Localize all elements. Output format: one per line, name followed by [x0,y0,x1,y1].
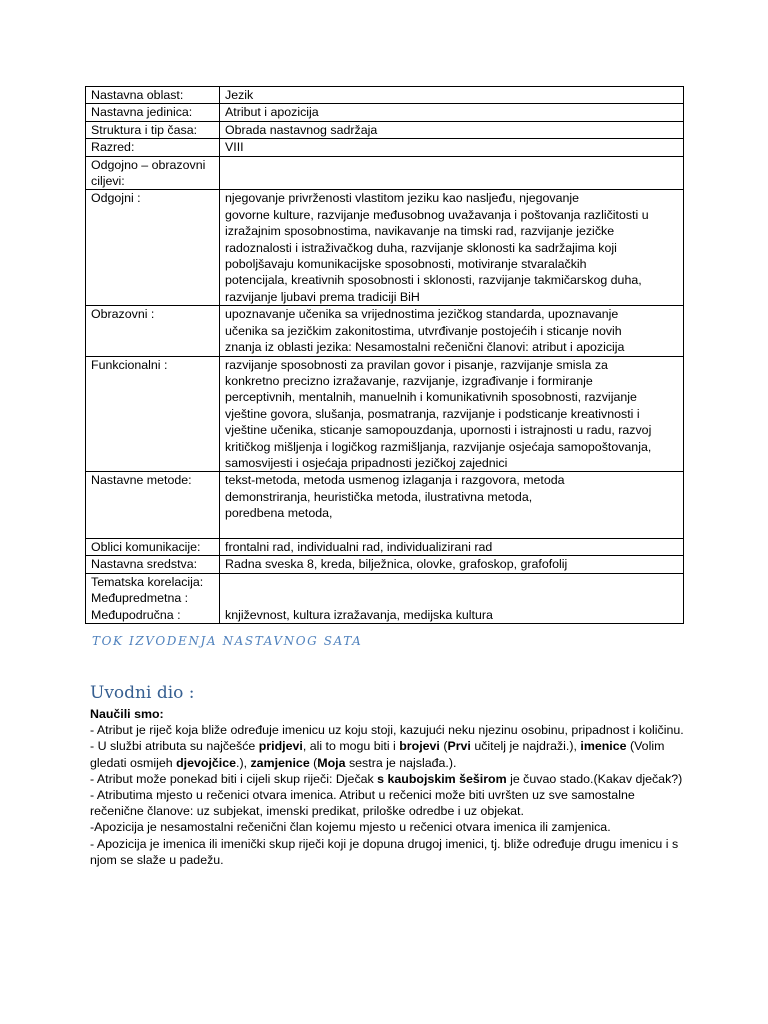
row-value-line: razvijanje ljubavi prema tradiciji BiH [225,289,420,304]
row-label-line: Nastavna jedinica: [91,105,193,120]
table-row [86,573,684,623]
row-label-line: Odgojno – obrazovni [91,157,206,172]
table-row [86,472,684,539]
row-value-line: njegovanje privrženosti vlastitom jeziku kao nasljeđu, njegovanje [225,191,580,206]
row-value-line: Radna sveska 8, kreda, bilježnica, olovke, grafoskop, grafofolij [225,557,568,572]
table-row [86,104,684,121]
row-value-line: samosvijesti i osjećaja pripadnosti jezičkoj zajednici [225,455,508,470]
table-row [86,121,684,138]
row-value [220,156,684,190]
row-value [220,356,684,472]
row-label-line: Međupodručna : [91,607,181,622]
intro-paragraph-6: - Apozicija je imenica ili imenički skup riječi koji je dopuna drugoj imenici, tj. bliže određuje drugu imenicu i s njom se slaže u padežu. [90,836,679,867]
row-value-line: vještine učenika, sticanje samopouzdanja, upornosti i istrajnosti u radu, razvoj [225,423,652,438]
row-label [86,356,220,472]
row-value-line: tekst-metoda, metoda usmenog izlaganja i razgovora, metoda [225,473,565,488]
row-label [86,121,220,138]
intro-paragraph-3: - Atribut može ponekad biti i cijeli skup riječi: Dječak s kaubojskim šeširom je čuvao stado.(Kakav dječak?) [90,771,683,786]
row-label-line: Oblici komunikacije: [91,539,201,554]
row-value [220,556,684,573]
row-label-line: Međupredmetna : [91,591,189,606]
row-label [86,306,220,356]
row-label [86,190,220,306]
row-label-line: Obrazovni : [91,307,155,322]
row-value-line [225,574,678,590]
row-value-line: znanja iz oblasti jezika: Nesamostalni rečenični članovi: atribut i apozicija [225,340,625,355]
row-label [86,556,220,573]
row-value [220,306,684,356]
row-value-line: govorne kulture, razvijanje međusobnog uvažavanja i poštovanja različitosti u [225,207,649,222]
lesson-plan-table [85,86,684,624]
intro-content [90,706,690,868]
row-value [220,472,684,539]
intro-paragraph-2: - U službi atributa su najčešće pridjevi, ali to mogu biti i brojevi (Prvi učitelj je najdraži.), imenice (Volim gledati osmijeh djevojčice.), zamjenice (Moja sestra je najslađa.). [90,739,665,770]
section-title: TOK IZVODENJA NASTAVNOG SATA [92,634,363,648]
row-value-line: Obrada nastavnog sadržaja [225,122,378,137]
table-row [86,190,684,306]
row-label [86,538,220,555]
row-value-line [225,157,678,173]
row-value-line: konkretno precizno izražavanje, razvijanje, izgrađivanje i formiranje [225,373,593,388]
row-value-line: izražajnim sposobnostima, navikavanje na timski rad, razvijanje jezičke [225,224,615,239]
row-value-line: poredbena metoda, [225,506,333,521]
row-value-line: književnost, kultura izražavanja, medijska kultura [225,607,493,622]
row-label-line: Funkcionalni : [91,357,168,372]
row-value-line: demonstriranja, heuristička metoda, ilustrativna metoda, [225,489,533,504]
row-label-line: Nastavna oblast: [91,88,184,102]
row-label [86,156,220,190]
table-row [86,306,684,356]
row-value [220,104,684,121]
row-value [220,190,684,306]
intro-paragraph-4: - Atributima mjesto u rečenici otvara imenica. Atribut u rečenici može biti uvršten uz sve samostalne rečenične članove: uz subjekat, imenski predikat, priloške odredbe i uz objekat. [90,788,635,819]
row-value-line: potencijala, kreativnih sposobnosti i sklonosti, razvijanje takmičarskog duha, [225,273,642,288]
intro-label: Naučili smo: [90,707,164,721]
table-row [86,156,684,190]
row-value-line [225,590,678,606]
row-value [220,139,684,156]
row-label [86,573,220,623]
row-label-line: Struktura i tip časa: [91,122,198,137]
table-row [86,139,684,156]
row-value-line: Jezik [225,88,254,102]
row-label-line: Nastavne metode: [91,473,192,488]
table-row [86,356,684,472]
row-value-line [225,522,678,538]
table-row [86,87,684,104]
row-label-line: Tematska korelacija: [91,574,204,589]
row-value-line: razvijanje sposobnosti za pravilan govor i pisanje, razvijanje smisla za [225,357,608,372]
row-value-line: upoznavanje učenika sa vrijednostima jezičkog standarda, upoznavanje [225,307,619,322]
row-value [220,121,684,138]
intro-heading: Uvodni dio : [90,683,195,703]
row-label-line: ciljevi: [91,174,125,189]
row-value-line: kritičkog mišljenja i logičkog razmišljanja, razvijanje osjećaja samopoštovanja, [225,439,652,454]
intro-paragraph-5: -Apozicija je nesamostalni rečenični član kojemu mjesto u rečenici otvara imenica ili zamjenica. [90,820,611,835]
row-label [86,472,220,539]
row-value-line: Atribut i apozicija [225,105,319,120]
row-value [220,538,684,555]
row-label-line: Razred: [91,140,135,155]
row-value-line: radoznalosti i istraživačkog duha, razvijanje sklonosti ka sadržajima koji [225,240,617,255]
row-value-line: VIII [225,140,244,155]
row-value-line: perceptivnih, mentalnih, manuelnih i komunikativnih sposobnosti, razvijanje [225,390,637,405]
intro-paragraph-1: - Atribut je riječ koja bliže određuje imenicu uz koju stoji, kazujući neku njezinu osobinu, pripadnost i količinu. [90,723,684,738]
row-value-line: poboljšavaju komunikacijske sposobnosti, motiviranje stvaralačkih [225,257,587,272]
row-value-line: učenika sa jezičkim zakonitostima, utvrđivanje postojećih i sticanje novih [225,323,622,338]
row-label-line: Odgojni : [91,191,141,206]
row-value-line: vještine govora, slušanja, posmatranja, razvijanje i podsticanje kreativnosti i [225,406,640,421]
row-value [220,87,684,104]
table-row [86,556,684,573]
row-label [86,104,220,121]
table-row [86,538,684,555]
row-label [86,87,220,104]
lesson-plan-body [86,87,684,624]
row-label [86,139,220,156]
row-value-line: frontalni rad, individualni rad, individualizirani rad [225,539,493,554]
row-value [220,573,684,623]
row-label-line: Nastavna sredstva: [91,557,198,572]
